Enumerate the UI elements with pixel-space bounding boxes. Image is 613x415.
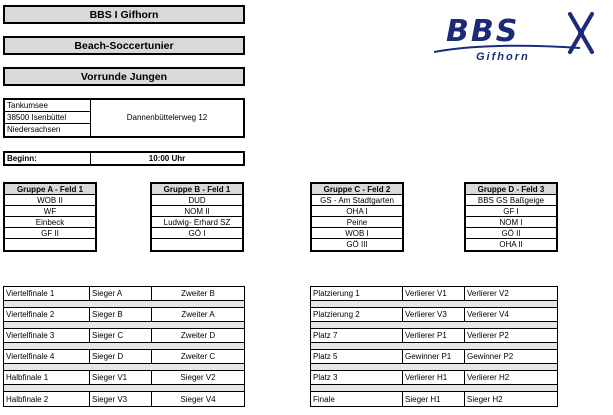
- match-team-1: Sieger V1: [90, 371, 152, 384]
- match-team-1: Sieger H1: [403, 392, 465, 406]
- match-team-2: Zweiter B: [181, 289, 215, 298]
- row-separator: [4, 322, 244, 329]
- match-team-2: Verlierer P2: [467, 331, 509, 340]
- match-team-1: Sieger C: [90, 329, 152, 342]
- match-team-1: Verlierer V3: [403, 308, 465, 321]
- group-b-table: [150, 182, 244, 252]
- row-separator: [4, 364, 244, 371]
- group-a-team: Einbeck: [5, 217, 95, 228]
- match-name: Platz 7: [311, 329, 403, 342]
- group-c-title: Gruppe C - Feld 2: [312, 184, 402, 195]
- match-name: Platz 5: [311, 350, 403, 363]
- match-team-2: Verlierer V4: [467, 310, 509, 319]
- match-team-1: Sieger A: [90, 287, 152, 300]
- group-d-team: NOM I: [466, 217, 556, 228]
- row-separator: [311, 322, 557, 329]
- knockout-left-table: [3, 286, 245, 407]
- match-team-2: Gewinner P2: [467, 352, 514, 361]
- group-c-team: GÖ III: [346, 240, 368, 249]
- bbs-logo: [430, 8, 610, 68]
- match-name: Viertelfinale 2: [4, 308, 90, 321]
- match-team-2: Zweiter A: [181, 310, 215, 319]
- group-d-team: GÖ II: [466, 228, 556, 239]
- start-row: [3, 151, 245, 166]
- match-name: Finale: [311, 392, 403, 406]
- table-row: [311, 392, 557, 406]
- group-c-table: [310, 182, 404, 252]
- start-time: 10:00 Uhr: [148, 153, 186, 163]
- group-b-team: GÖ I: [152, 228, 242, 239]
- row-separator: [4, 301, 244, 308]
- logo-subtitle: Gifhorn: [476, 51, 530, 63]
- match-team-2: Sieger H2: [467, 394, 503, 404]
- match-name: Halbfinale 1: [4, 371, 90, 384]
- table-row: [311, 287, 557, 301]
- group-a-team: WF: [5, 206, 95, 217]
- match-name: Viertelfinale 4: [4, 350, 90, 363]
- match-name: Viertelfinale 1: [4, 287, 90, 300]
- match-team-2: Zweiter C: [180, 352, 216, 361]
- table-row: [4, 308, 244, 322]
- group-b-team: [152, 239, 242, 250]
- match-team-1: Sieger V3: [90, 392, 152, 406]
- table-row: [311, 308, 557, 322]
- table-row: [311, 350, 557, 364]
- venue-name: Tankumsee: [5, 100, 91, 112]
- table-row: [311, 329, 557, 343]
- match-team-2: Verlierer V2: [467, 289, 509, 298]
- event-title: Beach-Soccertunier: [3, 36, 245, 55]
- group-a-team: [5, 239, 95, 250]
- match-team-1: Sieger D: [90, 350, 152, 363]
- match-team-1: Sieger B: [90, 308, 152, 321]
- group-c-team: WOB I: [312, 228, 402, 239]
- group-b-team: NOM II: [152, 206, 242, 217]
- start-label: Beginn:: [5, 153, 91, 164]
- match-team-1: Verlierer H1: [403, 371, 465, 384]
- row-separator: [311, 343, 557, 350]
- venue-box: [3, 98, 245, 138]
- match-name: Viertelfinale 3: [4, 329, 90, 342]
- match-team-1: Verlierer V1: [403, 287, 465, 300]
- match-team-2: Sieger V4: [180, 394, 216, 404]
- match-team-1: Gewinner P1: [403, 350, 465, 363]
- group-c-team: OHA I: [312, 206, 402, 217]
- group-c-team: Peine: [312, 217, 402, 228]
- table-row: [4, 392, 244, 406]
- group-a-table: [3, 182, 97, 252]
- group-d-table: [464, 182, 558, 252]
- group-d-title: Gruppe D - Feld 3: [466, 184, 556, 195]
- venue-street: Dannenbüttelerweg 12: [126, 113, 208, 122]
- group-a-team: GF II: [5, 228, 95, 239]
- match-name: Halbfinale 2: [4, 392, 90, 406]
- table-row: [4, 350, 244, 364]
- table-row: [4, 371, 244, 385]
- logo-word: BBS: [446, 14, 520, 49]
- group-c-team: GS - Am Stadtgarten: [312, 195, 402, 206]
- row-separator: [311, 301, 557, 308]
- row-separator: [4, 385, 244, 392]
- match-name: Platzierung 1: [311, 287, 403, 300]
- match-team-2: Sieger V2: [180, 373, 216, 382]
- match-name: Platz 3: [311, 371, 403, 384]
- school-title: BBS I Gifhorn: [3, 5, 245, 24]
- group-d-team: BBS GS Baßgeige: [466, 195, 556, 206]
- group-d-team: GF I: [466, 206, 556, 217]
- venue-region: Niedersachsen: [7, 125, 61, 134]
- group-b-team: DUD: [152, 195, 242, 206]
- match-name: Platzierung 2: [311, 308, 403, 321]
- match-team-2: Zweiter D: [180, 331, 216, 340]
- knockout-right-table: [310, 286, 558, 407]
- group-d-team: OHA II: [499, 240, 523, 249]
- table-row: [4, 329, 244, 343]
- venue-city: 38500 Isenbüttel: [5, 112, 91, 124]
- match-team-1: Verlierer P1: [403, 329, 465, 342]
- table-row: [311, 371, 557, 385]
- row-separator: [311, 385, 557, 392]
- group-b-team: Ludwig- Erhard SZ: [152, 217, 242, 228]
- round-title: Vorrunde Jungen: [3, 67, 245, 86]
- group-a-title: Gruppe A - Feld 1: [5, 184, 95, 195]
- row-separator: [311, 364, 557, 371]
- match-team-2: Verlierer H2: [467, 373, 510, 382]
- table-row: [4, 287, 244, 301]
- row-separator: [4, 343, 244, 350]
- group-b-title: Gruppe B - Feld 1: [152, 184, 242, 195]
- group-a-team: WOB II: [5, 195, 95, 206]
